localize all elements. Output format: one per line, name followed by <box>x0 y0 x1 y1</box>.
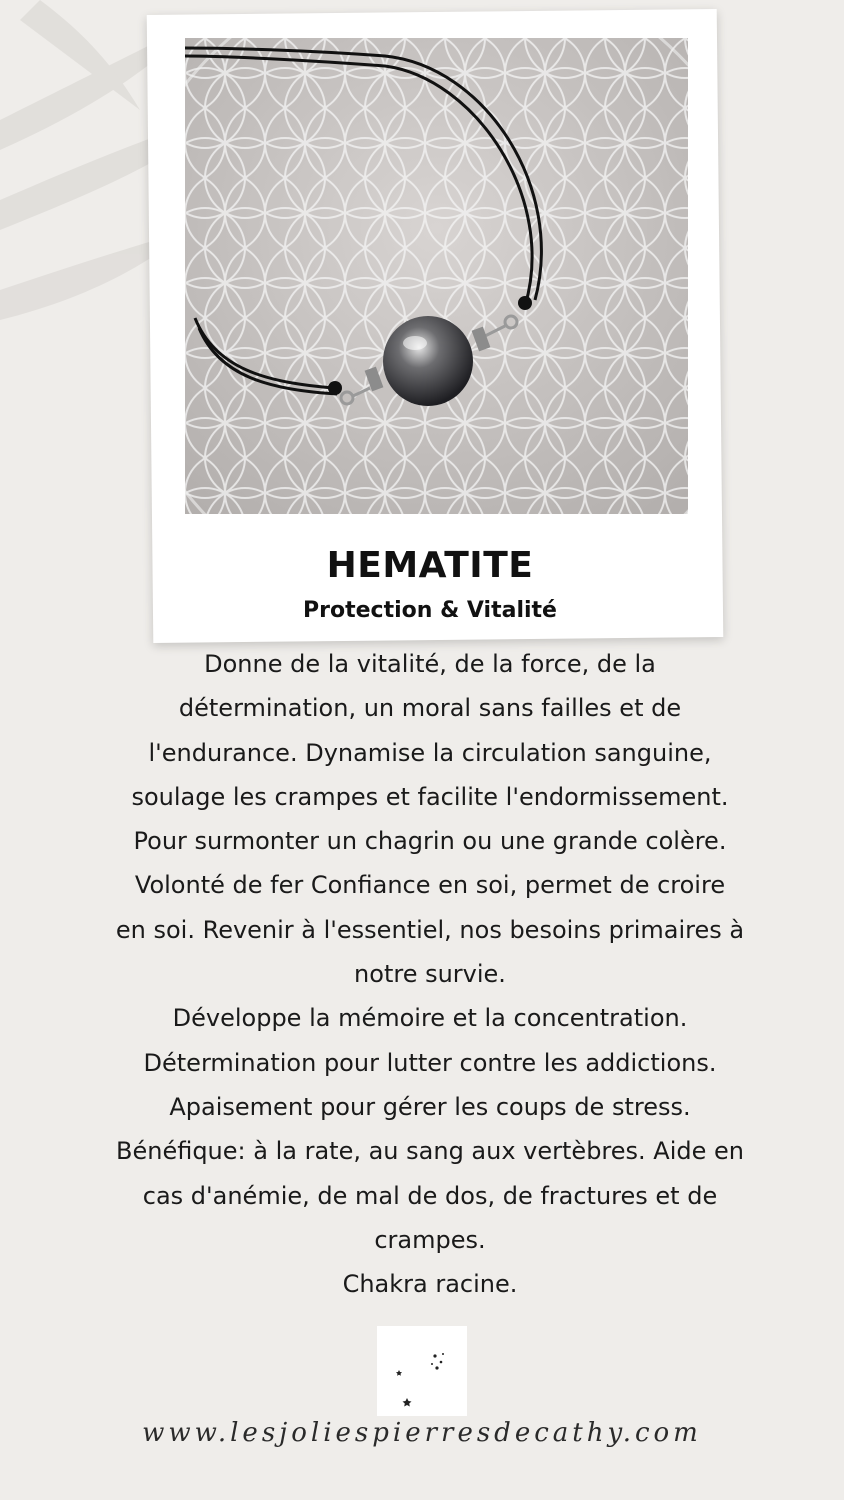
description-line: en soi. Revenir à l'essentiel, nos besoins primaires à <box>115 915 745 944</box>
crescent-moon-logo-icon <box>377 1326 467 1416</box>
description-line: Chakra racine. <box>342 1270 518 1299</box>
stone-title: HEMATITE <box>326 545 534 586</box>
description-line: Bénéfique: à la rate, au sang aux vertèbres. Aide en <box>116 1137 744 1166</box>
description-line: détermination, un moral sans failles et de <box>178 694 682 723</box>
description-line: Développe la mémoire et la concentration. <box>172 1004 688 1033</box>
stone-subtitle: Protection & Vitalité <box>303 598 557 623</box>
website-link[interactable]: www.lesjoliespierresdecathy.com <box>142 1418 702 1448</box>
description-line: l'endurance. Dynamise la circulation sanguine, <box>148 738 712 767</box>
description-line: soulage les crampes et facilite l'endormissement. <box>131 782 729 811</box>
description-line: Donne de la vitalité, de la force, de la <box>204 650 656 678</box>
description-line: Détermination pour lutter contre les addictions. <box>143 1048 717 1077</box>
description-line: cas d'anémie, de mal de dos, de fractures et de <box>142 1181 718 1210</box>
stone-description <box>30 642 830 1306</box>
description-line: crampes. <box>374 1225 486 1254</box>
description-line: Pour surmonter un chagrin ou une grande colère. <box>133 827 727 856</box>
hematite-bracelet-photo <box>185 38 688 514</box>
description-line: Apaisement pour gérer les coups de stress. <box>169 1092 691 1121</box>
description-line: notre survie. <box>354 960 506 989</box>
description-line: Volonté de fer Confiance en soi, permet de croire <box>134 871 726 900</box>
